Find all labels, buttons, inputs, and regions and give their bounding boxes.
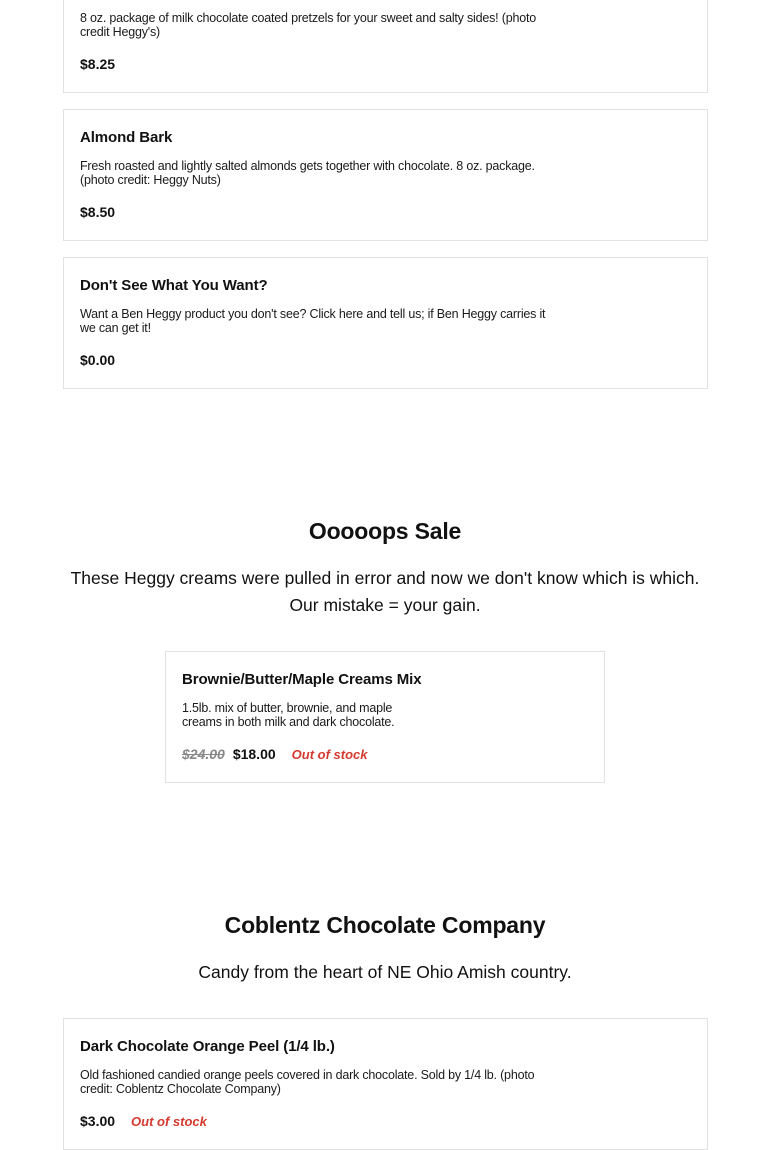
- product-price-row: [80, 204, 115, 220]
- product-price-row: [80, 56, 115, 72]
- product-price: $8.25: [80, 56, 116, 72]
- product-description: Old fashioned candied orange peels covered in dark chocolate. Sold by 1/4 lb. (photo credit: Coblentz Chocolate Company): [80, 1068, 535, 1096]
- product-description: 8 oz. package of milk chocolate coated pretzels for your sweet and salty sides! (photo credit Heggy's): [80, 11, 536, 39]
- product-title[interactable]: Don't See What You Want?: [80, 277, 268, 294]
- product-title[interactable]: Dark Chocolate Orange Peel (1/4 lb.): [80, 1038, 335, 1055]
- product-card[interactable]: [165, 651, 605, 783]
- product-card[interactable]: [63, 109, 708, 241]
- product-card[interactable]: [63, 1018, 708, 1150]
- sale-price: $18.00: [232, 746, 276, 762]
- product-description: Want a Ben Heggy product you don't see? Click here and tell us; if Ben Heggy carries it we can get it!: [80, 307, 546, 335]
- out-of-stock-badge: Out of stock: [291, 747, 368, 762]
- product-title[interactable]: Brownie/Butter/Maple Creams Mix: [182, 671, 422, 688]
- section-title-coblentz: Coblentz Chocolate Company: [224, 912, 546, 938]
- section-title-oops-sale: Ooooops Sale: [308, 518, 462, 544]
- section-description-coblentz: Candy from the heart of NE Ohio Amish country.: [198, 962, 572, 982]
- product-card[interactable]: [63, 257, 708, 389]
- product-description: Fresh roasted and lightly salted almonds gets together with chocolate. 8 oz. package. (photo credit: Heggy Nuts): [80, 159, 535, 187]
- product-price: $3.00: [80, 1113, 116, 1129]
- product-description: 1.5lb. mix of butter, brownie, and maple creams in both milk and dark chocolate.: [182, 701, 395, 729]
- product-title[interactable]: Almond Bark: [80, 129, 173, 146]
- out-of-stock-badge: Out of stock: [131, 1114, 207, 1129]
- product-price: $0.00: [80, 352, 116, 368]
- product-price-row: [80, 1113, 207, 1129]
- original-price: $24.00: [182, 746, 225, 762]
- section-description-oops-sale: These Heggy creams were pulled in error and now we don't know which is which. Our mistake = your gain.: [70, 568, 700, 615]
- product-price-row: [80, 352, 115, 368]
- product-price: $8.50: [80, 204, 116, 220]
- product-card[interactable]: [63, 0, 708, 93]
- product-price-row: [182, 746, 368, 762]
